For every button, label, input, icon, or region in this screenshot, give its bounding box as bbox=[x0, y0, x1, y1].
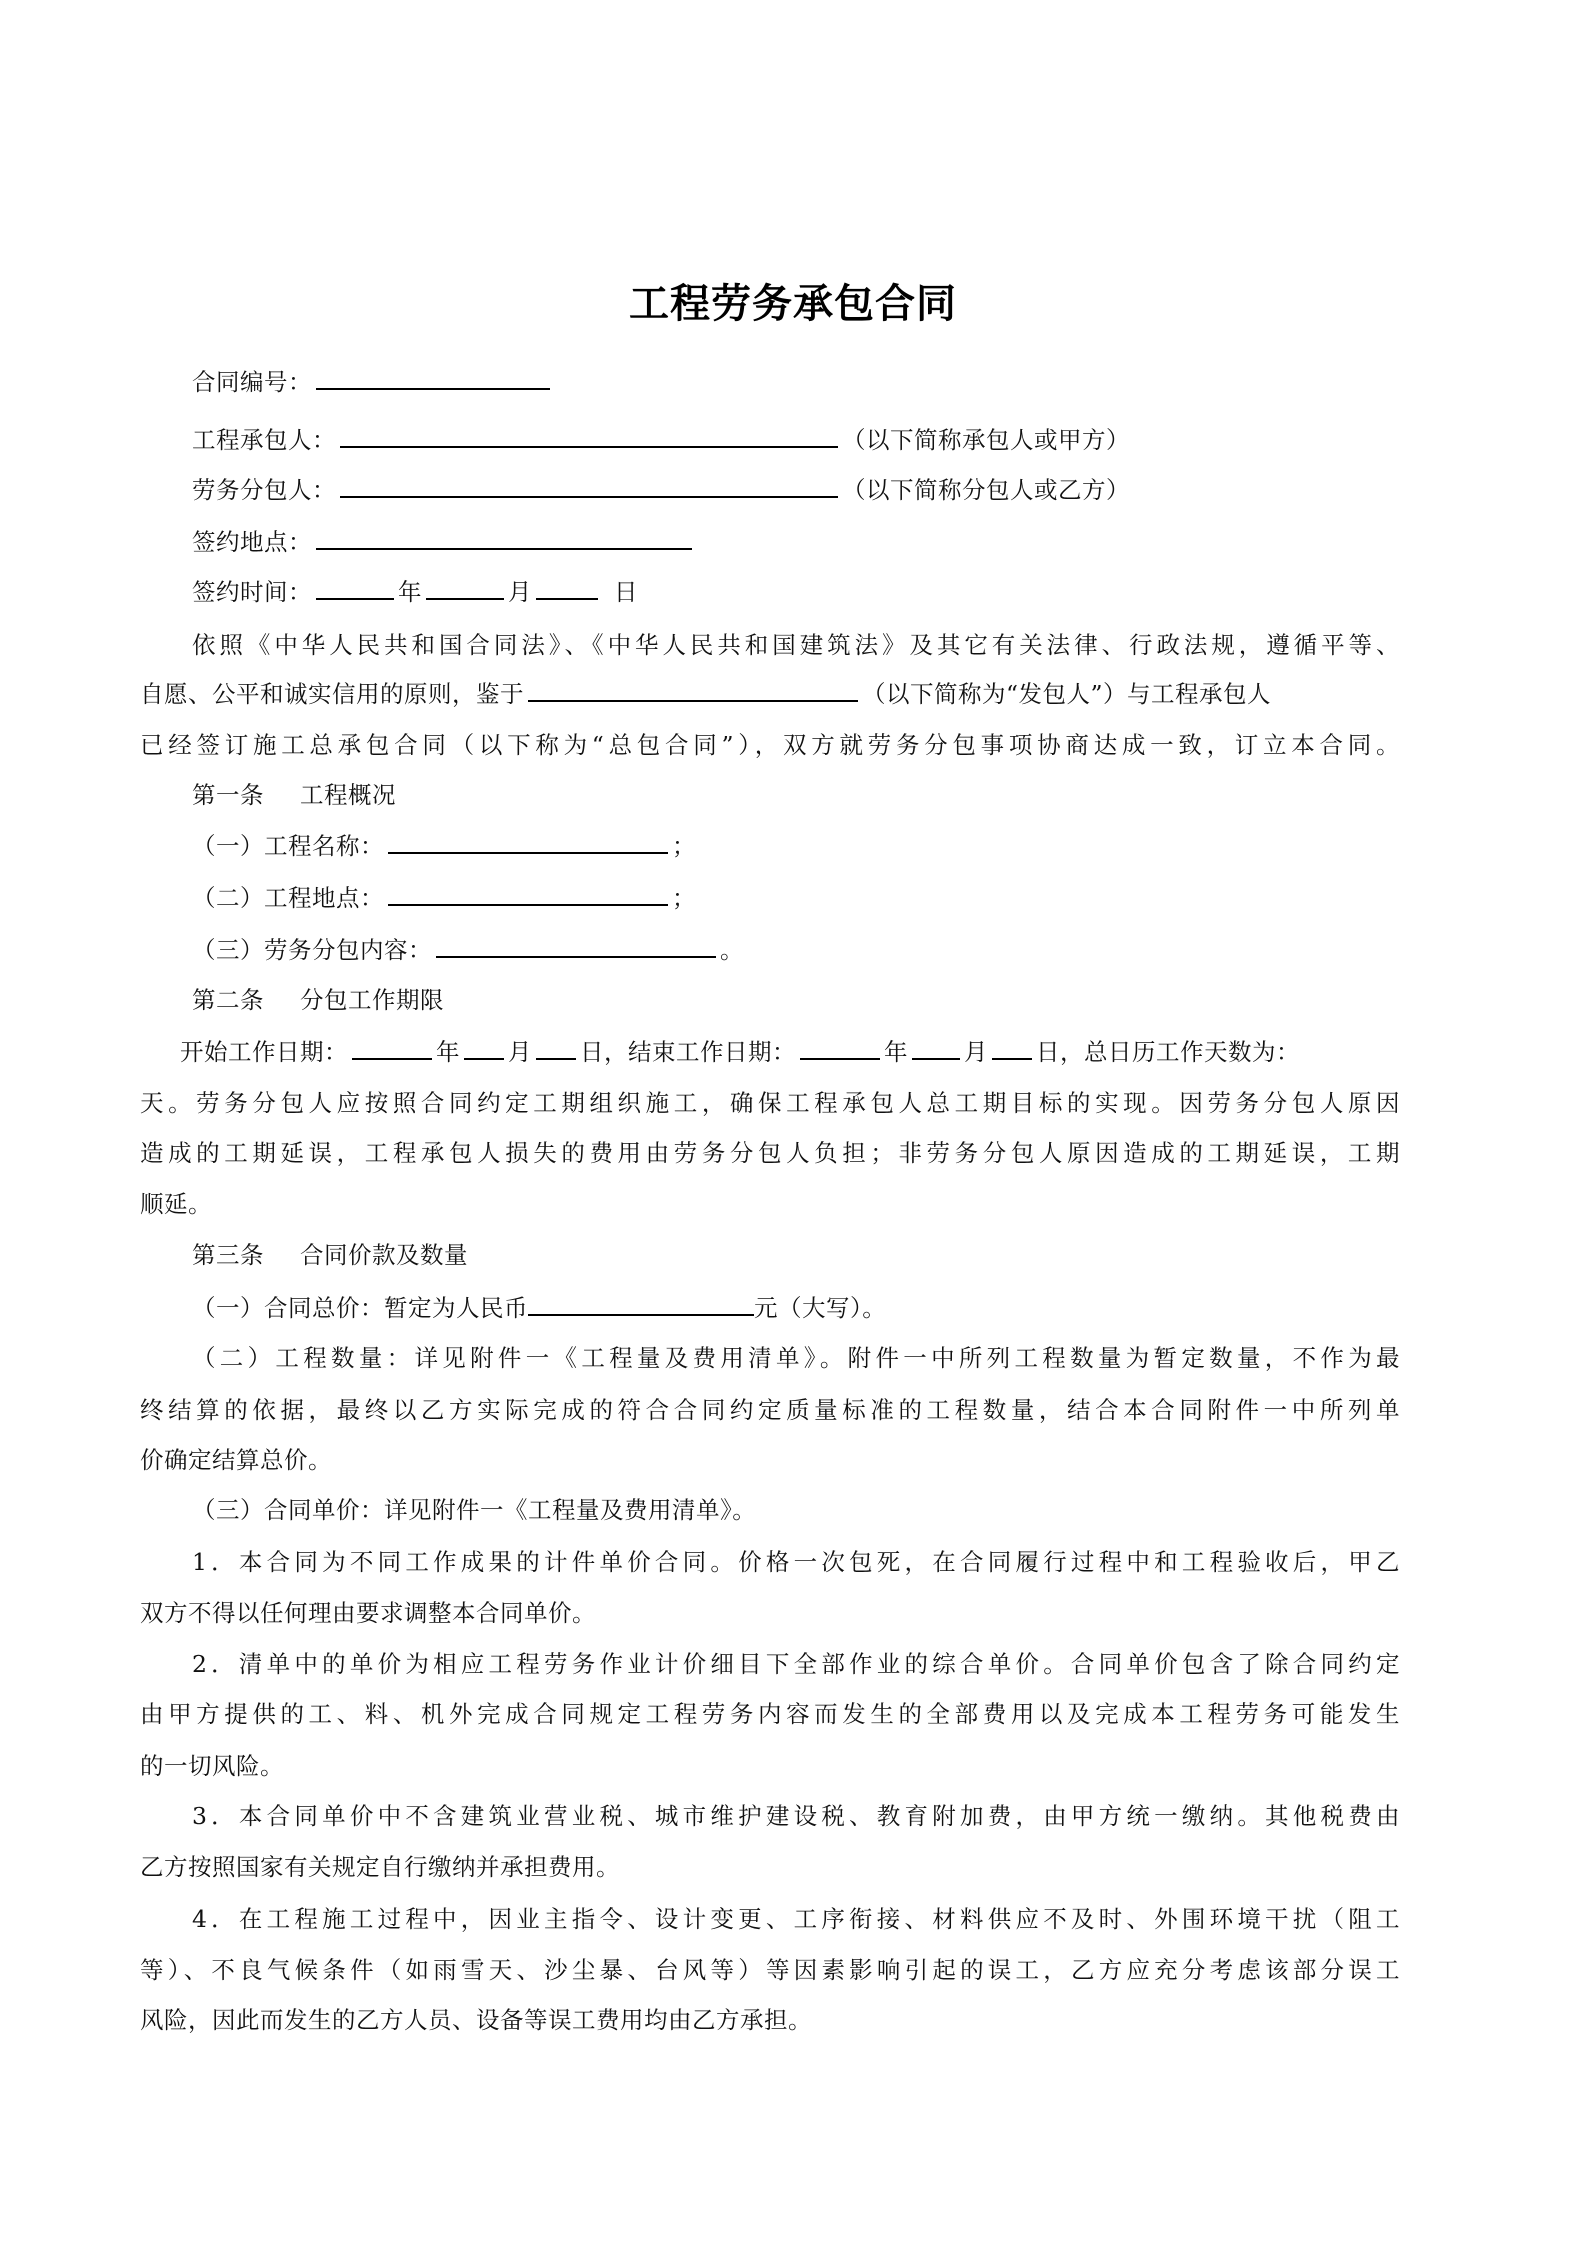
total-price-blank[interactable] bbox=[528, 1292, 754, 1316]
article-1-heading bbox=[192, 779, 1400, 811]
contractor-blank[interactable] bbox=[340, 424, 838, 448]
sign-time-row bbox=[192, 576, 1400, 608]
project-name-blank[interactable] bbox=[388, 830, 668, 854]
subcontract-content-blank[interactable] bbox=[436, 934, 716, 958]
clause-line: 乙方按照国家有关规定自行缴纳并承担费用。 bbox=[140, 1853, 620, 1881]
sign-year-blank[interactable] bbox=[316, 576, 394, 600]
punctuation: 。 bbox=[720, 936, 744, 964]
clause-line: 双方不得以任何理由要求调整本合同单价。 bbox=[140, 1599, 596, 1627]
contract-number-blank[interactable] bbox=[316, 366, 550, 390]
total-price-row bbox=[192, 1292, 1400, 1324]
subcontractor-note: （以下简称分包人或乙方） bbox=[842, 476, 1130, 504]
clause-line: 由甲方提供的工、料、机外完成合同规定工程劳务内容而发生的全部费用以及完成本工程劳务可能发生 bbox=[140, 1700, 1400, 1728]
preamble-text: 自愿、公平和诚实信用的原则，鉴于 bbox=[140, 680, 524, 708]
subcontract-content-row bbox=[192, 934, 1400, 966]
article-2-heading bbox=[192, 984, 1400, 1016]
project-location-label: （二）工程地点： bbox=[192, 884, 384, 912]
punctuation: ； bbox=[672, 884, 696, 912]
article-title: 工程概况 bbox=[300, 781, 396, 809]
article-number: 第二条 bbox=[192, 986, 264, 1014]
body-line: 天。劳务分包人应按照合同约定工期组织施工，确保工程承包人总工期目标的实现。因劳务分包人原因 bbox=[140, 1089, 1400, 1117]
article-title: 合同价款及数量 bbox=[300, 1241, 468, 1269]
work-period-row bbox=[180, 1036, 1400, 1068]
day-label: 日， bbox=[580, 1038, 628, 1066]
project-name-label: （一）工程名称： bbox=[192, 832, 384, 860]
project-location-row bbox=[192, 882, 1400, 914]
preamble-line bbox=[140, 678, 1400, 710]
contract-number-label: 合同编号： bbox=[192, 368, 312, 396]
start-date-label: 开始工作日期： bbox=[180, 1038, 348, 1066]
sign-place-blank[interactable] bbox=[316, 526, 692, 550]
sign-place-row bbox=[192, 526, 1400, 558]
contractor-note: （以下简称承包人或甲方） bbox=[842, 426, 1130, 454]
clause-line: 风险，因此而发生的乙方人员、设备等误工费用均由乙方承担。 bbox=[140, 2006, 812, 2034]
sign-month-blank[interactable] bbox=[426, 576, 504, 600]
project-location-blank[interactable] bbox=[388, 882, 668, 906]
body-line: （二）工程数量：详见附件一《工程量及费用清单》。附件一中所列工程数量为暂定数量，不作为最 bbox=[192, 1344, 1400, 1372]
sign-time-label: 签约时间： bbox=[192, 578, 312, 606]
body-line: （三）合同单价：详见附件一《工程量及费用清单》。 bbox=[192, 1496, 757, 1524]
sign-day-blank[interactable] bbox=[536, 576, 598, 600]
start-year-blank[interactable] bbox=[352, 1036, 432, 1060]
document-title: 工程劳务承包合同 bbox=[629, 281, 957, 327]
month-label: 月 bbox=[964, 1038, 988, 1066]
clause-line: 1．本合同为不同工作成果的计件单价合同。价格一次包死，在合同履行过程中和工程验收后，甲乙 bbox=[192, 1548, 1400, 1576]
end-month-blank[interactable] bbox=[912, 1036, 960, 1060]
month-label: 月 bbox=[508, 578, 532, 606]
subcontract-content-label: （三）劳务分包内容： bbox=[192, 936, 432, 964]
body-line: 造成的工期延误，工程承包人损失的费用由劳务分包人负担；非劳务分包人原因造成的工期延误，工期 bbox=[140, 1139, 1400, 1167]
article-number: 第一条 bbox=[192, 781, 264, 809]
total-days-label: 日，总日历工作天数为： bbox=[1036, 1038, 1300, 1066]
subcontractor-row bbox=[192, 474, 1400, 506]
clause-line: 3．本合同单价中不含建筑业营业税、城市维护建设税、教育附加费，由甲方统一缴纳。其他税费由 bbox=[192, 1802, 1400, 1830]
start-day-blank[interactable] bbox=[536, 1036, 576, 1060]
article-number: 第三条 bbox=[192, 1241, 264, 1269]
end-date-label: 结束工作日期： bbox=[628, 1038, 796, 1066]
total-price-label: （一）合同总价：暂定为人民币 bbox=[192, 1294, 528, 1322]
clause-line: 2．清单中的单价为相应工程劳务作业计价细目下全部作业的综合单价。合同单价包含了除合同约定 bbox=[192, 1650, 1400, 1678]
total-price-unit: 元（大写）。 bbox=[754, 1294, 887, 1322]
contractor-label: 工程承包人： bbox=[192, 426, 336, 454]
year-label: 年 bbox=[398, 578, 422, 606]
clause-line: 的一切风险。 bbox=[140, 1752, 284, 1780]
subcontractor-blank[interactable] bbox=[340, 474, 838, 498]
clause-line: 等）、不良气候条件（如雨雪天、沙尘暴、台风等）等因素影响引起的误工，乙方应充分考虑该部分误工 bbox=[140, 1956, 1400, 1984]
punctuation: ； bbox=[672, 832, 696, 860]
end-year-blank[interactable] bbox=[800, 1036, 880, 1060]
end-day-blank[interactable] bbox=[992, 1036, 1032, 1060]
preamble-line: 依照《中华人民共和国合同法》、《中华人民共和国建筑法》及其它有关法律、行政法规，遵循平等、 bbox=[192, 631, 1400, 659]
body-line: 价确定结算总价。 bbox=[140, 1446, 332, 1474]
body-line: 顺延。 bbox=[140, 1190, 212, 1218]
start-month-blank[interactable] bbox=[464, 1036, 504, 1060]
year-label: 年 bbox=[436, 1038, 460, 1066]
preamble-text: （以下简称为“发包人”）与工程承包人 bbox=[862, 680, 1272, 708]
day-label: 日 bbox=[614, 578, 638, 606]
sign-place-label: 签约地点： bbox=[192, 528, 312, 556]
subcontractor-label: 劳务分包人： bbox=[192, 476, 336, 504]
contract-number-row bbox=[192, 366, 1400, 398]
year-label: 年 bbox=[884, 1038, 908, 1066]
contractor-row bbox=[192, 424, 1400, 456]
project-name-row bbox=[192, 830, 1400, 862]
preamble-line: 已经签订施工总承包合同（以下称为“总包合同”），双方就劳务分包事项协商达成一致，订立本合同。 bbox=[140, 731, 1400, 759]
clause-line: 4．在工程施工过程中，因业主指令、设计变更、工序衔接、材料供应不及时、外围环境干扰（阻工 bbox=[192, 1905, 1400, 1933]
article-title: 分包工作期限 bbox=[300, 986, 444, 1014]
body-line: 终结算的依据，最终以乙方实际完成的符合合同约定质量标准的工程数量，结合本合同附件一中所列单 bbox=[140, 1396, 1400, 1424]
employer-blank[interactable] bbox=[528, 678, 858, 702]
article-3-heading bbox=[192, 1239, 1400, 1271]
month-label: 月 bbox=[508, 1038, 532, 1066]
